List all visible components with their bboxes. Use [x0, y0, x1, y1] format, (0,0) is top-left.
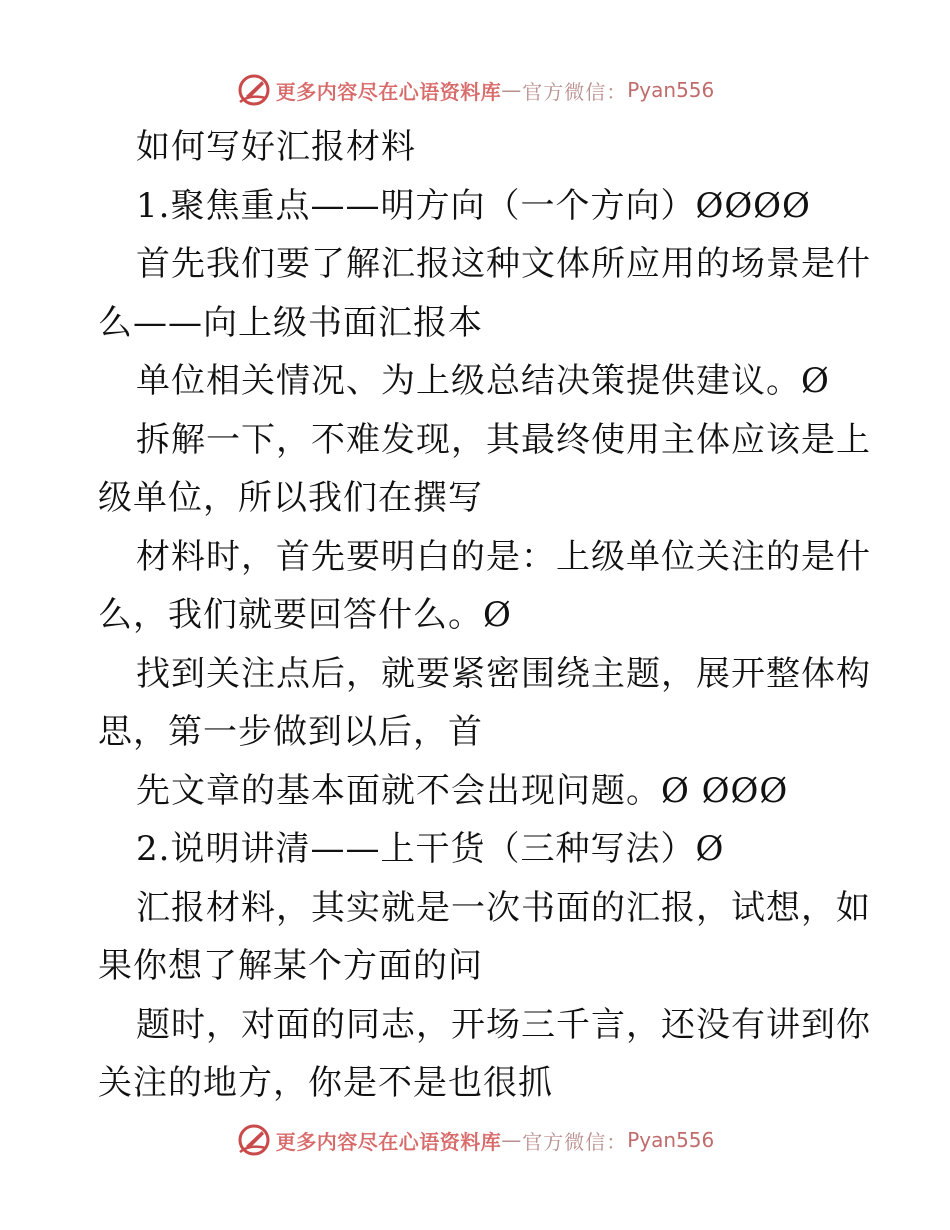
watermark-sub-text: 官方微信： [522, 1129, 628, 1154]
paragraph-line: 思，第一步做到以后，首 [98, 712, 483, 752]
paragraph-line: 级单位，所以我们在撰写 [98, 478, 483, 518]
document-body [98, 118, 871, 1113]
watermark-id-text: Pyan556 [627, 78, 715, 102]
paragraph-line: 果你想了解某个方面的问 [98, 946, 483, 986]
watermark-separator: — [501, 78, 523, 102]
watermark-id-text: Pyan556 [627, 1128, 715, 1152]
paragraph-line: 题时，对面的同志，开场三千言，还没有讲到你 [136, 1004, 871, 1045]
paragraph-line: 先文章的基本面就不会出现问题。Ø ØØØ [136, 770, 789, 811]
paragraph-line: 汇报材料，其实就是一次书面的汇报，试想，如 [136, 887, 871, 928]
watermark-main-text: 更多内容尽在心语资料库 [275, 1129, 502, 1154]
logo-icon [236, 1122, 272, 1158]
paragraph-line: 单位相关情况、为上级总结决策提供建议。Ø [136, 361, 830, 401]
paragraph-line: 找到关注点后，就要紧密围绕主题，展开整体构 [136, 653, 871, 694]
section-heading-2: 2.说明讲清——上干货（三种写法）Ø [136, 829, 725, 869]
section-heading-1: 1.聚焦重点——明方向（一个方向）ØØØØ [136, 185, 811, 226]
paragraph-line: 么，我们就要回答什么。Ø [98, 595, 512, 635]
footer-watermark [0, 1120, 950, 1160]
paragraph-line: 关注的地方，你是不是也很抓 [98, 1063, 553, 1103]
paragraph-line: 拆解一下，不难发现，其最终使用主体应该是上 [136, 419, 871, 460]
paragraph-line: 么——向上级书面汇报本 [98, 302, 483, 343]
watermark-sub-text: 官方微信： [522, 79, 628, 104]
watermark-separator: — [501, 1128, 523, 1152]
watermark-main-text: 更多内容尽在心语资料库 [275, 79, 502, 104]
paragraph-line: 首先我们要了解汇报这种文体所应用的场景是什 [136, 244, 871, 284]
paragraph-line: 材料时，首先要明白的是：上级单位关注的是什 [136, 536, 871, 577]
logo-icon [236, 72, 272, 108]
document-title: 如何写好汇报材料 [136, 127, 416, 167]
header-watermark [0, 70, 950, 110]
